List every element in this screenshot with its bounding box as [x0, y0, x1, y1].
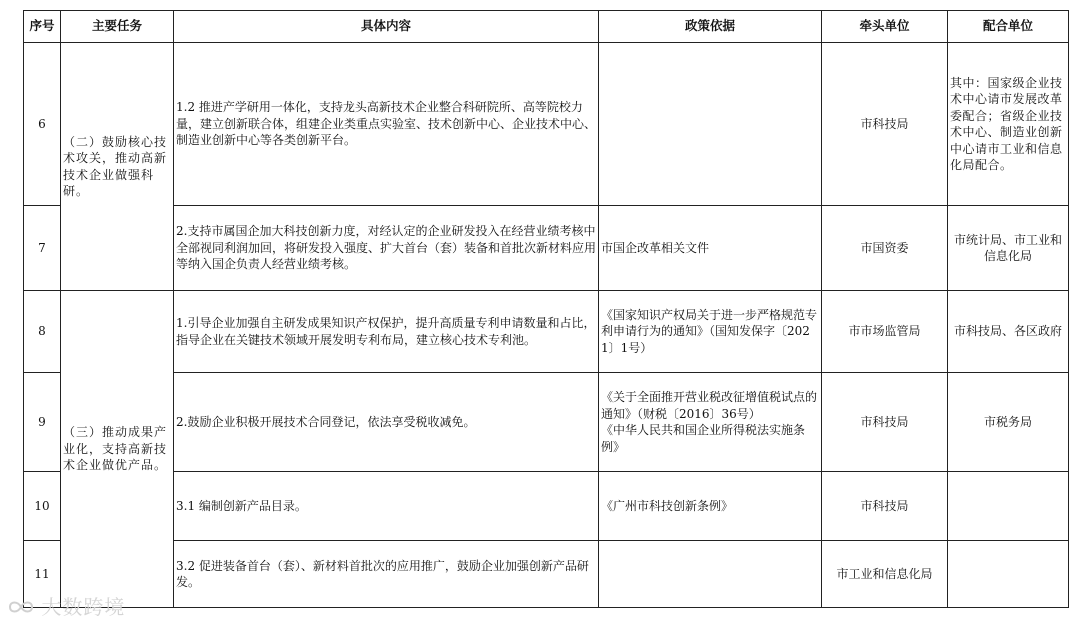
row-seq: 8: [24, 291, 61, 373]
row-lead: 市国资委: [822, 206, 948, 291]
row-coop: 市科技局、各区政府: [948, 291, 1069, 373]
task-cell: （二）鼓励核心技术攻关，推动高新技术企业做强科研。: [61, 43, 174, 291]
table-row: [24, 373, 1069, 472]
table-row: [24, 472, 1069, 541]
row-seq: 6: [24, 43, 61, 206]
header-content: 具体内容: [174, 11, 599, 43]
logo-icon: [8, 598, 34, 616]
row-seq: 11: [24, 541, 61, 608]
row-policy: [599, 541, 822, 608]
row-coop: [948, 472, 1069, 541]
header-seq: 序号: [24, 11, 61, 43]
row-coop: [948, 541, 1069, 608]
row-coop: 其中：国家级企业技术中心请市发展改革委配合；省级企业技术中心、制造业创新中心请市工业和信息化局配合。: [948, 43, 1069, 206]
row-content: 3.2 促进装备首台（套）、新材料首批次的应用推广，鼓励企业加强创新产品研发。: [174, 541, 599, 608]
watermark-text: 大数跨境: [41, 595, 126, 619]
row-lead: 市科技局: [822, 373, 948, 472]
row-policy: 《国家知识产权局关于进一步严格规范专利申请行为的通知》（国知发保字〔2021〕1号）: [599, 291, 822, 373]
row-lead: 市科技局: [822, 43, 948, 206]
table-row: [24, 43, 1069, 206]
row-lead: 市市场监管局: [822, 291, 948, 373]
policy-line: 《关于全面推开营业税改征增值税试点的通知》（财税〔2016〕36号）: [601, 390, 818, 421]
row-lead: 市科技局: [822, 472, 948, 541]
row-lead: 市工业和信息化局: [822, 541, 948, 608]
row-policy: [599, 373, 822, 472]
row-coop: 市税务局: [948, 373, 1069, 472]
table-row: [24, 206, 1069, 291]
header-task: 主要任务: [61, 11, 174, 43]
row-coop: 市统计局、市工业和信息化局: [948, 206, 1069, 291]
row-content: 2.支持市属国企加大科技创新力度，对经认定的企业研发投入在经营业绩考核中全部视同利润加回，将研发投入强度、扩大首台（套）装备和首批次新材料应用等纳入国企负责人经营业绩考核。: [174, 206, 599, 291]
header-coop: 配合单位: [948, 11, 1069, 43]
row-content: 2.鼓励企业积极开展技术合同登记，依法享受税收减免。: [174, 373, 599, 472]
table-row: [24, 291, 1069, 373]
table-row: [24, 541, 1069, 608]
row-seq: 9: [24, 373, 61, 472]
row-policy: [599, 43, 822, 206]
row-content: 1.引导企业加强自主研发成果知识产权保护，提升高质量专利申请数量和占比，指导企业在关键技术领域开展发明专利布局，建立核心技术专利池。: [174, 291, 599, 373]
policy-table: [23, 10, 1069, 608]
watermark: [8, 591, 125, 620]
header-policy: 政策依据: [599, 11, 822, 43]
row-seq: 7: [24, 206, 61, 291]
row-content: 3.1 编制创新产品目录。: [174, 472, 599, 541]
row-policy: 《广州市科技创新条例》: [599, 472, 822, 541]
task-cell: （三）推动成果产业化，支持高新技术企业做优产品。: [61, 291, 174, 608]
header-lead: 牵头单位: [822, 11, 948, 43]
row-policy: 市国企改革相关文件: [599, 206, 822, 291]
policy-line: 《中华人民共和国企业所得税法实施条例》: [601, 423, 806, 454]
row-content: 1.2 推进产学研用一体化，支持龙头高新技术企业整合科研院所、高等院校力量，建立创新联合体，组建企业类重点实验室、技术创新中心、企业技术中心、制造业创新中心等各类创新平台。: [174, 43, 599, 206]
row-seq: 10: [24, 472, 61, 541]
header-row: [24, 11, 1069, 43]
